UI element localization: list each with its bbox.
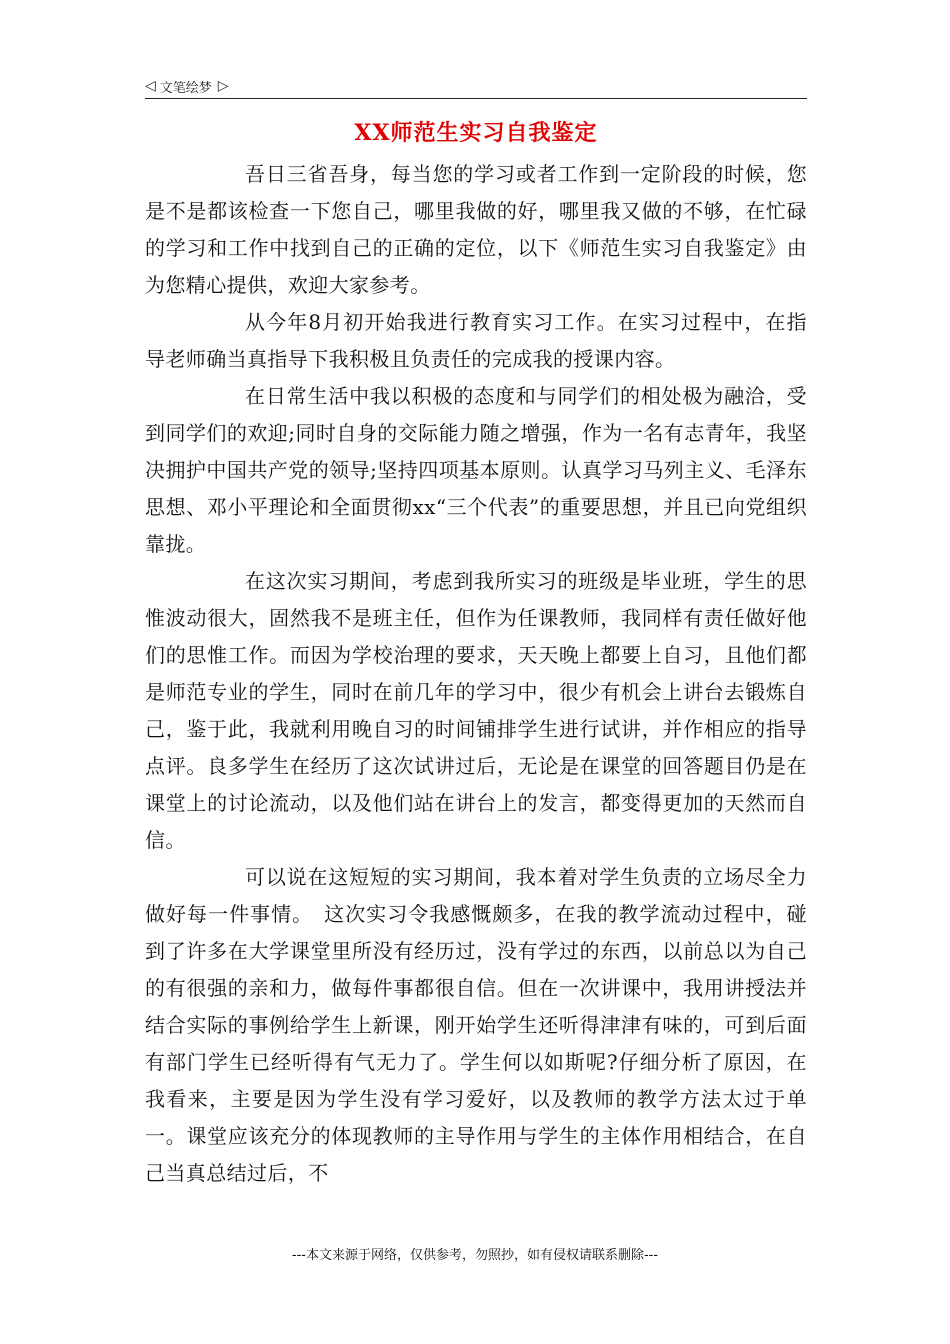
paragraph-student-work: 在这次实习期间，考虑到我所实习的班级是毕业班，学生的思惟波动很大，固然我不是班主任，但作为任课教师，我同样有责任做好他们的思惟工作。而因为学校治理的要求，天天晚上都要上自习，且他们都是师范专业的学生，同时在前几年的学习中，很少有机会上讲台去锻炼自己，鉴于此，我就利用晚自习的时间铺排学生进行试讲，并作相应的指导点评。良多学生在经历了这次试讲过后，无论是在课堂的回答题目仍是在课堂上的讨论流动，以及他们站在讲台上的发言，都变得更加的天然而自信。 — [145, 569, 807, 852]
header-brand: 文笔绘梦 — [159, 80, 212, 96]
paragraph-reflection: 可以说在这短短的实习期间，我本着对学生负责的立场尽全力做好每一件事情。 这次实习令我感慨颇多，在我的教学流动过程中，碰到了许多在大学课堂里所没有经历过，没有学过的东西，以前总以为自己的有很强的亲和力，做每件事都很自信。但在一次讲课中，我用讲授法并结合实际的事例给学生上新课，刚开始学生还听得津津有味的，可到后面有部门学生已经听得有气无力了。学生何以如斯呢?仔细分析了原因，在我看来，主要是因为学生没有学习爱好，以及教师的教学方法太过于单一。课堂应该充分的体现教师的主导作用与学生的主体作用相结合，在自己当真总结过后，不 — [145, 865, 807, 1185]
footer-disclaimer: ---本文来源于网络，仅供参考，勿照抄，如有侵权请联系删除--- — [291, 1248, 659, 1263]
document-body — [145, 156, 807, 1192]
paragraph-intro: 吾日三省吾身，每当您的学习或者工作到一定阶段的时候，您是不是都该检查一下您自己，哪里我做的好，哪里我又做的不够，在忙碌的学习和工作中找到自己的正确的定位，以下《师范生实习自我鉴定》由为您精心提供，欢迎大家参考。 — [145, 162, 807, 297]
paragraph-daily-life: 在日常生活中我以积极的态度和与同学们的相处极为融洽，受到同学们的欢迎;同时自身的交际能力随之增强，作为一名有志青年，我坚决拥护中国共产党的领导;坚持四项基本原则。认真学习马列主义、毛泽东思想、邓小平理论和全面贯彻xx“三个代表”的重要思想，并且已向党组织靠拢。 — [145, 384, 807, 556]
document-title: XX师范生实习自我鉴定 — [354, 120, 598, 146]
right-triangle-icon: ▷ — [217, 78, 229, 94]
paragraph-internship-start: 从今年8月初开始我进行教育实习工作。在实习过程中，在指导老师确当真指导下我积极且负责任的完成我的授课内容。 — [145, 310, 807, 371]
left-triangle-icon: ◁ — [145, 78, 156, 94]
page-header — [145, 74, 807, 99]
